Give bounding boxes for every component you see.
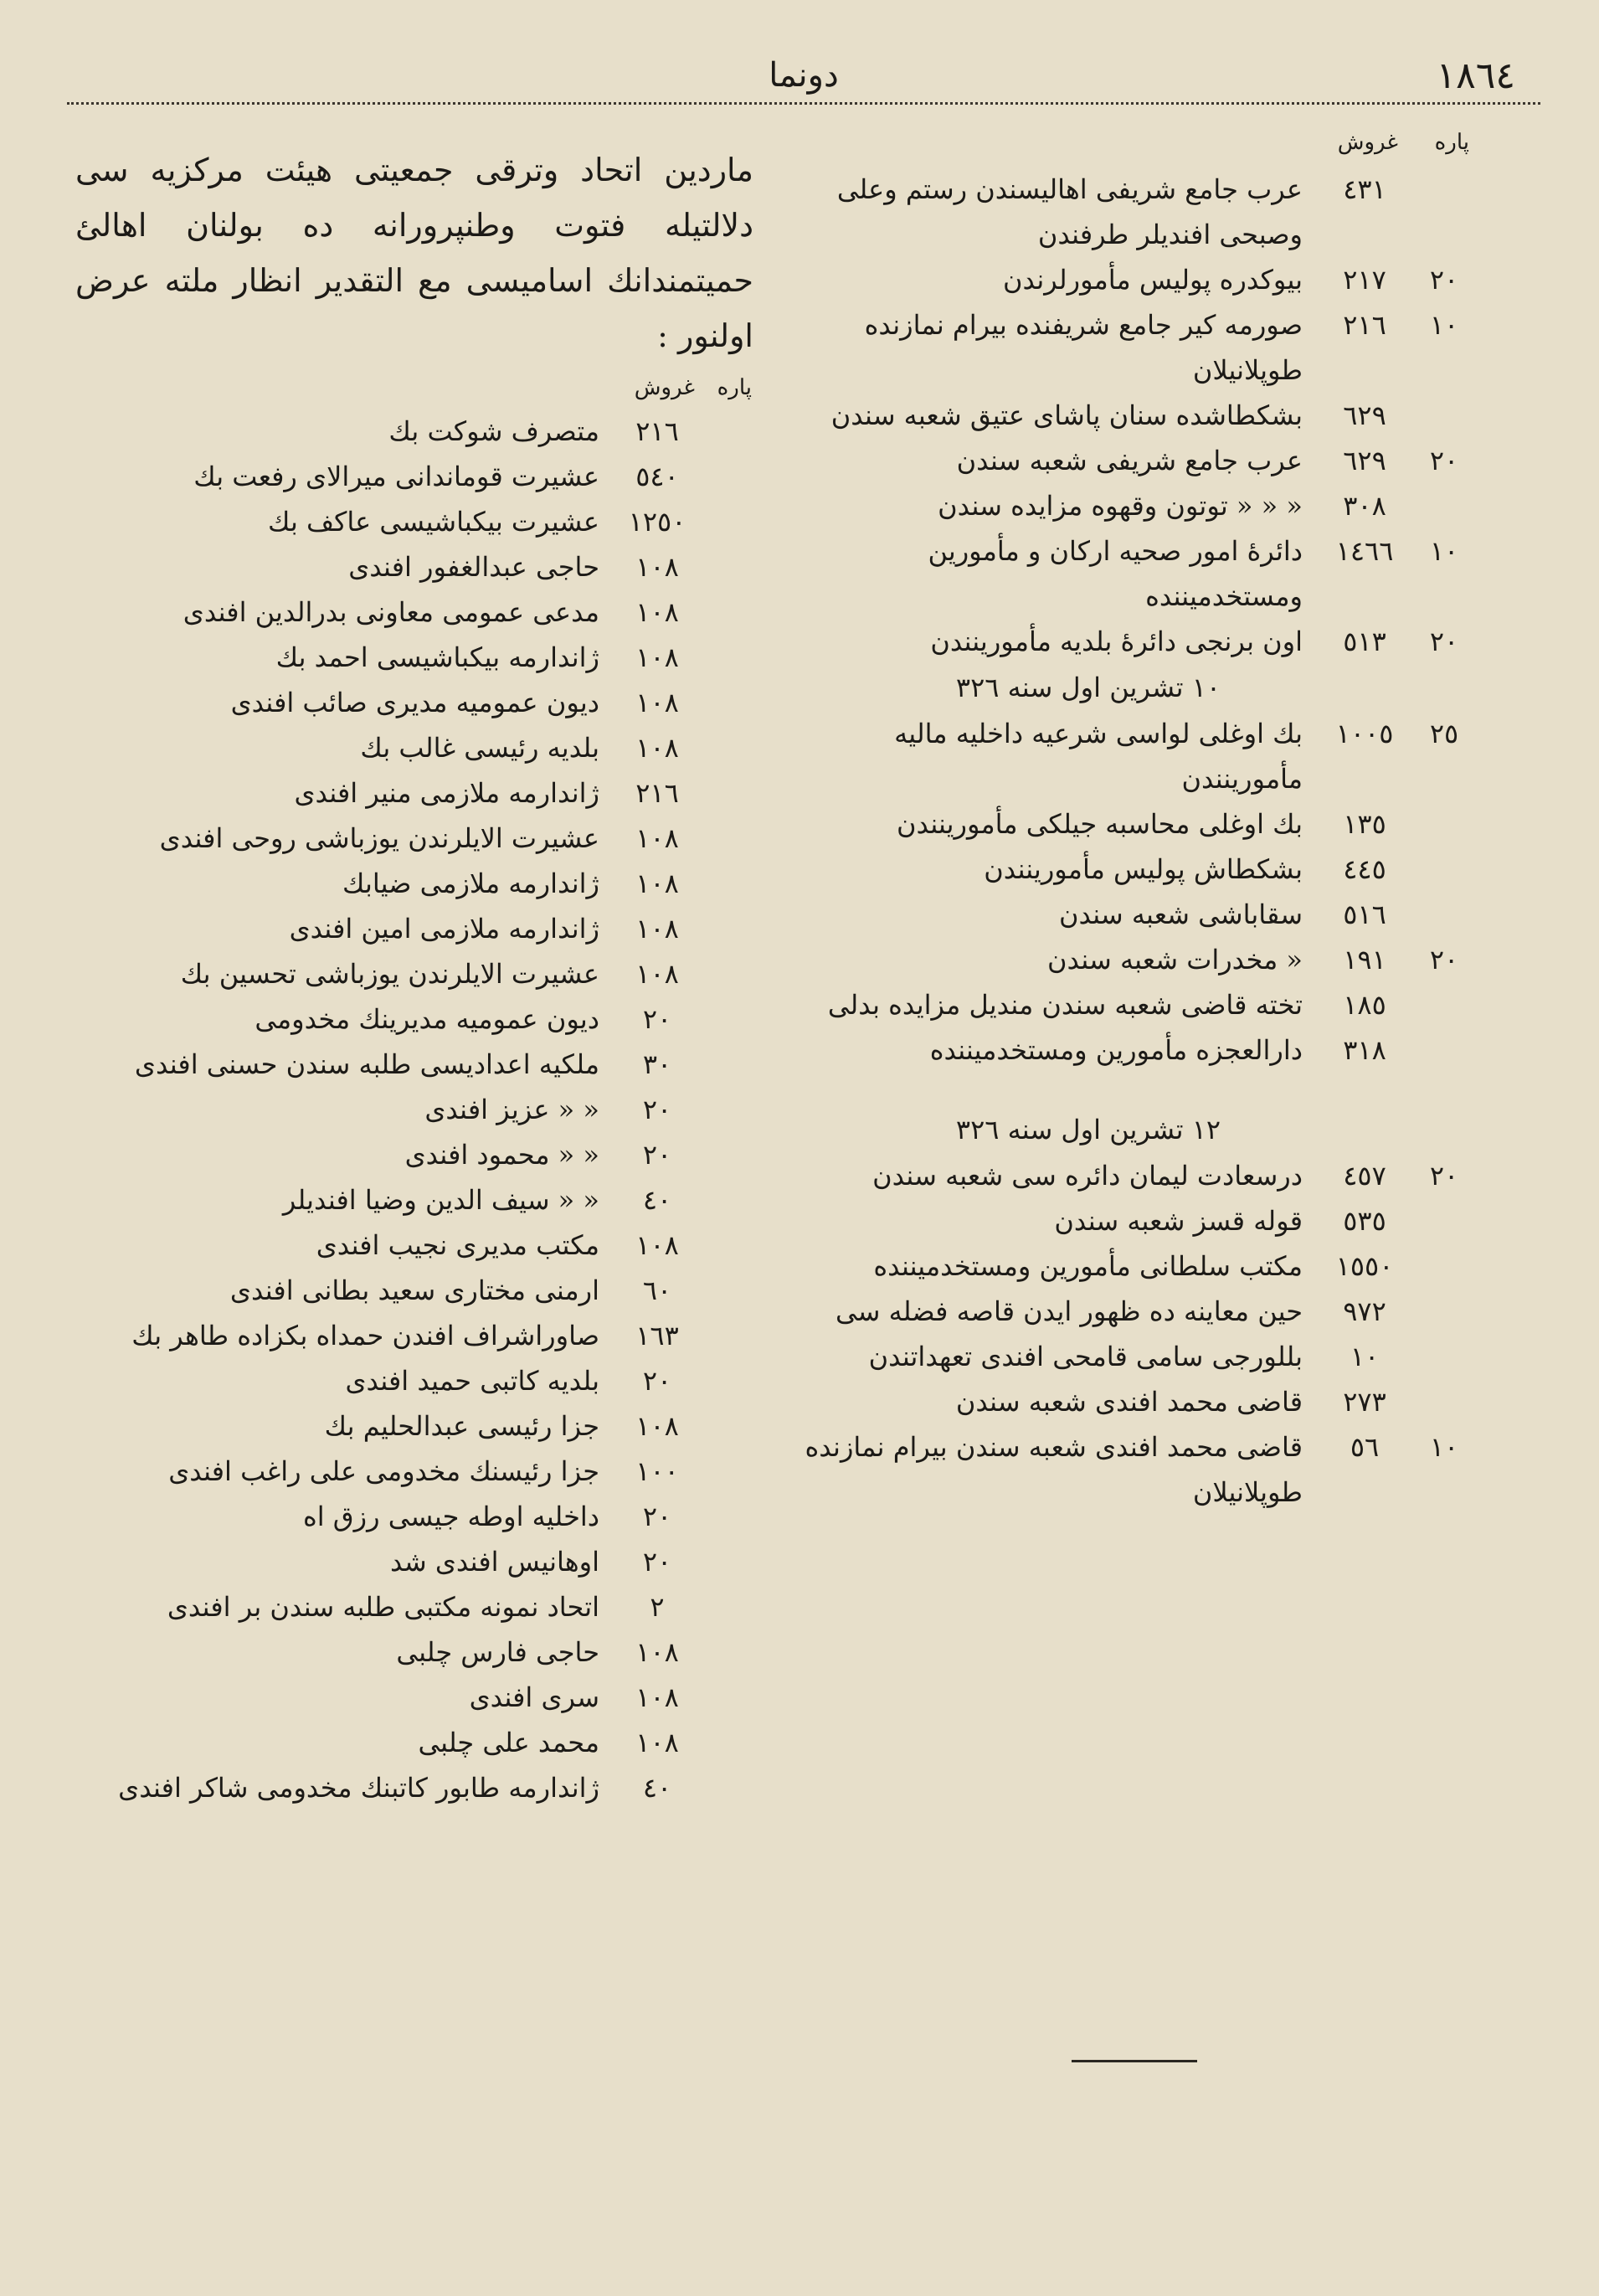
kurus-amount: ١٢٥٠	[628, 506, 686, 538]
donation-row	[804, 438, 1473, 483]
para-unit-label: پاره	[1434, 130, 1469, 155]
donor-description: تخته قاضى شعبه سندن منديل مزايده بدلى	[827, 989, 1303, 1021]
kurus-amount: ٢٠	[642, 1546, 672, 1578]
kurus-amount: ٢١٦	[635, 777, 679, 809]
donor-description: حاجى عبدالغفور افندى	[348, 551, 599, 583]
para-amount: ٢٠	[1429, 445, 1459, 476]
donor-description: ارمنى مختارى سعيد بطانى افندى	[229, 1274, 599, 1306]
donor-description: اتحاد نمونه مكتبى طلبه سندن بر افندى	[167, 1591, 599, 1623]
donation-row	[804, 257, 1473, 302]
kurus-amount: ١٠٨	[635, 822, 679, 854]
donation-row	[804, 302, 1473, 393]
para-amount: ٢٥	[1429, 718, 1459, 749]
kurus-amount: ٥٤٠	[635, 461, 679, 492]
donor-description: عشيرت قوماندانى ميرالاى رفعت بك	[193, 461, 599, 492]
donation-row	[804, 1424, 1473, 1515]
kurus-amount: ٢٧٣	[1343, 1386, 1386, 1418]
donor-description: « « محمود افندى	[404, 1139, 599, 1171]
donor-description: صاوراشراف افندن حمداه بكزاده طاهر بك	[131, 1320, 599, 1351]
donation-row	[75, 680, 753, 725]
kurus-amount: ٢١٦	[635, 415, 679, 447]
donation-row	[804, 1027, 1473, 1073]
date-line: ١٠ تشرين اول سنه ٣٢٦	[955, 672, 1221, 703]
kurus-amount: ٣٠٨	[1343, 490, 1386, 522]
right-column	[804, 130, 1473, 1515]
kurus-amount: ١٤٦٦	[1335, 535, 1394, 567]
donor-description: بك اوغلى لواسى شرعيه داخليه ماليه مأمورينندن	[894, 718, 1303, 795]
donation-row	[75, 589, 753, 635]
donor-description: قوله قسز شعبه سندن	[1054, 1205, 1303, 1237]
donor-description: ژاندارمه بيكباشيسى احمد بك	[275, 641, 599, 673]
donation-row	[804, 982, 1473, 1027]
donation-row	[75, 1539, 753, 1584]
donor-description: ژاندارمه طابور كاتبنك مخدومى شاكر افندى	[118, 1772, 599, 1804]
donation-row	[75, 951, 753, 996]
donation-row	[75, 1449, 753, 1494]
kurus-amount: ٤٠	[642, 1184, 672, 1216]
kurus-amount: ٢٠	[642, 1003, 672, 1035]
left-entries	[75, 409, 753, 1810]
kurus-unit-label: غروش	[634, 375, 695, 400]
right-entries-after-date-2	[804, 1153, 1473, 1515]
donation-row	[75, 770, 753, 816]
kurus-amount: ٤٣١	[1343, 173, 1386, 205]
kurus-amount: ٢١٦	[1343, 309, 1386, 341]
donation-row	[804, 892, 1473, 937]
donation-row	[75, 454, 753, 499]
donor-description: ديون عموميه مديرى صائب افندى	[230, 687, 599, 718]
donation-row	[804, 528, 1473, 619]
donation-row	[804, 1243, 1473, 1289]
donation-row	[75, 499, 753, 544]
page-number: ١٨٦٤	[1436, 54, 1515, 97]
donor-description: مكتب سلطانى مأمورين ومستخدميننده	[873, 1250, 1303, 1282]
kurus-amount: ٥١٣	[1343, 625, 1386, 657]
donation-row	[75, 816, 753, 861]
kurus-amount: ٤٠	[642, 1772, 672, 1804]
donation-row	[804, 1334, 1473, 1379]
para-amount: ٢٠	[1429, 1160, 1459, 1192]
kurus-amount: ١٠٨	[635, 551, 679, 583]
donor-description: ملكيه اعداديسى طلبه سندن حسنى افندى	[134, 1048, 599, 1080]
end-ornament-rule	[1072, 2060, 1197, 2062]
donation-row	[75, 1313, 753, 1358]
kurus-amount: ٢٠	[642, 1139, 672, 1171]
kurus-amount: ١٠٨	[635, 958, 679, 990]
donor-description: بشكطاشده سنان پاشاى عتيق شعبه سندن	[830, 399, 1303, 431]
kurus-amount: ٦٢٩	[1343, 445, 1386, 476]
right-entries	[804, 167, 1473, 664]
kurus-amount: ١٠٨	[635, 596, 679, 628]
kurus-amount: ٢٠	[642, 1501, 672, 1532]
column-unit-labels	[75, 375, 753, 409]
donation-row	[75, 1042, 753, 1087]
donation-row	[75, 1629, 753, 1675]
kurus-amount: ١٠٨	[635, 732, 679, 764]
para-amount: ١٠	[1429, 535, 1459, 567]
donor-description: مدعى عمومى معاونى بدرالدين افندى	[183, 596, 599, 628]
kurus-amount: ٣١٨	[1343, 1034, 1386, 1066]
donor-description: متصرف شوكت بك	[388, 415, 599, 447]
donor-description: مكتب مديرى نجيب افندى	[316, 1229, 599, 1261]
donation-row	[804, 393, 1473, 438]
donor-description: بلديه كاتبى حميد افندى	[345, 1365, 599, 1397]
donation-row	[804, 801, 1473, 847]
donor-description: حاجى فارس چلبى	[396, 1636, 599, 1668]
donor-description: بك اوغلى محاسبه جيلكى مأمورينندن	[897, 808, 1303, 840]
donation-row	[804, 711, 1473, 801]
donor-description: « « سيف الدين وضيا افنديلر	[282, 1184, 599, 1216]
kurus-amount: ١٦٣	[635, 1320, 679, 1351]
header-divider	[67, 102, 1540, 105]
kurus-amount: ١٠٨	[635, 1681, 679, 1713]
donation-row	[804, 1289, 1473, 1334]
donor-description: دائرهٔ امور صحيه اركان و مأمورين ومستخدميننده	[928, 535, 1303, 612]
donation-row	[804, 1198, 1473, 1243]
para-unit-label: پاره	[717, 375, 752, 400]
donation-row	[75, 906, 753, 951]
intro-paragraph: ماردين اتحاد وترقى جمعيتى هيئت مركزيه سى دلالتيله فتوت وطنپرورانه ده بولنان اهالئ حميتمندانك اساميسى مع التقدير انظار ملته عرض اولنور :	[75, 152, 753, 354]
donor-description: سرى افندى	[469, 1681, 599, 1713]
kurus-amount: ١٠٨	[635, 1410, 679, 1442]
kurus-amount: ٤٥٧	[1343, 1160, 1386, 1192]
kurus-amount: ٦٢٩	[1343, 399, 1386, 431]
kurus-amount: ١٠٨	[635, 1727, 679, 1758]
donor-description: عرب جامع شريفى اهاليسندن رستم وعلى وصبحى افنديلر طرفندن	[836, 173, 1303, 250]
donation-row	[75, 996, 753, 1042]
donor-description: ژاندارمه ملازمى منير افندى	[294, 777, 599, 809]
donation-row	[75, 1268, 753, 1313]
kurus-amount: ١٨٥	[1343, 989, 1386, 1021]
donor-description: ديون عموميه مديرينك مخدومى	[255, 1003, 599, 1035]
donor-description: سقاباشى شعبه سندن	[1058, 898, 1303, 930]
kurus-amount: ٤٤٥	[1343, 853, 1386, 885]
donor-description: اوهانيس افندى شد	[390, 1546, 599, 1578]
page-header	[67, 46, 1540, 105]
donation-row	[75, 1087, 753, 1132]
donor-description: « « عزيز افندى	[424, 1094, 599, 1125]
para-amount: ٢٠	[1429, 625, 1459, 657]
para-amount: ١٠	[1429, 1431, 1459, 1463]
donation-row	[75, 1177, 753, 1223]
left-column	[75, 142, 753, 1810]
donation-row	[75, 1358, 753, 1403]
kurus-amount: ٥٦	[1350, 1431, 1380, 1463]
donation-row	[804, 1153, 1473, 1198]
kurus-amount: ٢	[650, 1591, 665, 1623]
donor-description: عرب جامع شريفى شعبه سندن	[956, 445, 1303, 476]
donation-row	[804, 847, 1473, 892]
donor-description: عشيرت الايلرندن يوزباشى روحى افندى	[159, 822, 599, 854]
donor-description: جزا رئيسنك مخدومى على راغب افندى	[168, 1455, 599, 1487]
donor-description: بللورجى سامى قامحى افندى تعهداتندن	[868, 1341, 1303, 1372]
donor-description: ژاندارمه ملازمى امين افندى	[289, 913, 599, 945]
kurus-amount: ١٩١	[1343, 944, 1386, 976]
donation-row	[75, 635, 753, 680]
kurus-amount: ٣٠	[642, 1048, 672, 1080]
para-amount: ١٠	[1429, 309, 1459, 341]
donor-description: بشكطاش پوليس مأمورينندن	[984, 853, 1303, 885]
kurus-amount: ٢٠	[642, 1365, 672, 1397]
donor-description: محمد على چلبى	[418, 1727, 599, 1758]
donation-row	[75, 1720, 753, 1765]
donor-description: ژاندارمه ملازمى ضيابك	[342, 867, 599, 899]
donation-row	[804, 167, 1473, 257]
kurus-unit-label: غروش	[1337, 130, 1398, 155]
kurus-amount: ١٠٨	[635, 1636, 679, 1668]
donation-row	[75, 544, 753, 589]
donor-description: اون برنجى دائرهٔ بلديه مأمورينندن	[930, 625, 1303, 657]
donor-description: « مخدرات شعبه سندن	[1047, 944, 1303, 976]
column-unit-labels	[804, 130, 1473, 167]
donation-row	[75, 725, 753, 770]
kurus-amount: ١٠٨	[635, 1229, 679, 1261]
donor-description: عشيرت الايلرندن يوزباشى تحسين بك	[180, 958, 599, 990]
donation-row	[75, 1132, 753, 1177]
donor-description: عشيرت بيكباشيسى عاكف بك	[268, 506, 599, 538]
kurus-amount: ٥١٦	[1343, 898, 1386, 930]
donation-row	[804, 1379, 1473, 1424]
running-title: دونما	[769, 56, 839, 95]
donor-description: قاضى محمد افندى شعبه سندن	[955, 1386, 1303, 1418]
right-entries-after-date-1	[804, 711, 1473, 1073]
donor-description: درسعادت ليمان دائره سى شعبه سندن	[872, 1160, 1303, 1192]
donor-description: « « « توتون وقهوه مزايده سندن	[938, 490, 1303, 522]
kurus-amount: ١٠٨	[635, 867, 679, 899]
donor-description: داخليه اوطه جيسى رزق اه	[302, 1501, 599, 1532]
kurus-amount: ١٠٠	[635, 1455, 679, 1487]
donor-description: بلديه رئيسى غالب بك	[360, 732, 599, 764]
kurus-amount: ١٠٨	[635, 913, 679, 945]
donation-row	[75, 1675, 753, 1720]
donation-row	[75, 1403, 753, 1449]
kurus-amount: ١٠٠٥	[1335, 718, 1394, 749]
kurus-amount: ١٠٨	[635, 687, 679, 718]
kurus-amount: ١٠	[1350, 1341, 1380, 1372]
kurus-amount: ٦٠	[642, 1274, 672, 1306]
donation-row	[75, 1494, 753, 1539]
donation-row	[75, 1765, 753, 1810]
donor-description: دارالعجزه مأمورين ومستخدميننده	[929, 1034, 1303, 1066]
date-line: ١٢ تشرين اول سنه ٣٢٦	[955, 1114, 1221, 1145]
donation-row	[804, 483, 1473, 528]
donation-row	[75, 1584, 753, 1629]
donation-row	[75, 861, 753, 906]
donor-description: جزا رئيسى عبدالحليم بك	[324, 1410, 599, 1442]
kurus-amount: ١٠٨	[635, 641, 679, 673]
para-amount: ٢٠	[1429, 264, 1459, 296]
donation-row	[804, 619, 1473, 664]
para-amount: ٢٠	[1429, 944, 1459, 976]
kurus-amount: ١٥٥٠	[1335, 1250, 1394, 1282]
kurus-amount: ٢١٧	[1343, 264, 1386, 296]
kurus-amount: ٩٧٢	[1343, 1295, 1386, 1327]
donation-row	[75, 409, 753, 454]
donor-description: بيوكدره پوليس مأمورلرندن	[1003, 264, 1303, 296]
donor-description: صورمه كير جامع شريفنده بيرام نمازنده طوپلانيلان	[864, 309, 1303, 386]
kurus-amount: ٢٠	[642, 1094, 672, 1125]
donation-row	[75, 1223, 753, 1268]
donation-row	[804, 937, 1473, 982]
kurus-amount: ٥٣٥	[1343, 1205, 1386, 1237]
donor-description: قاضى محمد افندى شعبه سندن بيرام نمازنده طوپلانيلان	[805, 1431, 1303, 1508]
kurus-amount: ١٣٥	[1343, 808, 1386, 840]
donor-description: حين معاينه ده ظهور ايدن قاصه فضله سى	[835, 1295, 1303, 1327]
